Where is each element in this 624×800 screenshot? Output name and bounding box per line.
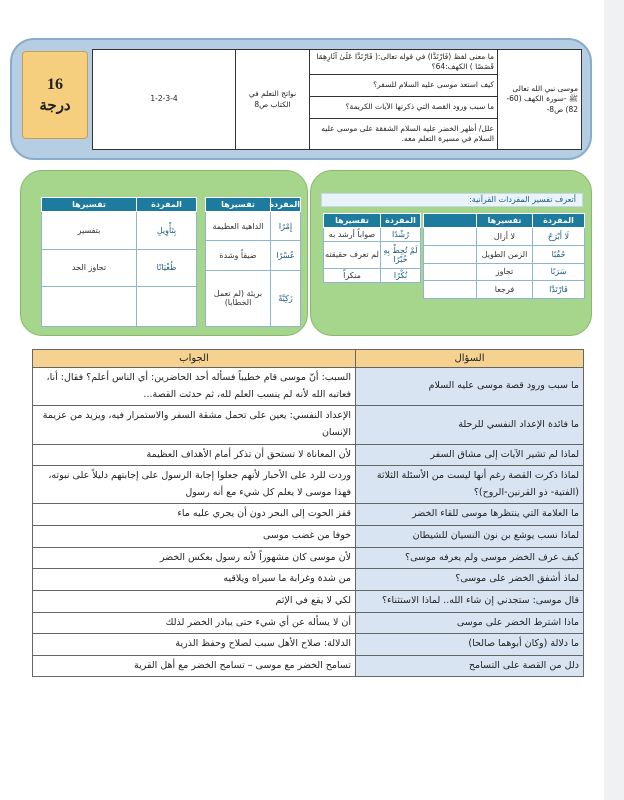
table-row xyxy=(33,466,584,504)
vocab-meaning: لا أزال xyxy=(477,228,533,246)
vocab-panel-right xyxy=(310,170,592,336)
table-row xyxy=(33,634,584,656)
vocab-word: بِتَأْوِيلِ xyxy=(137,212,197,250)
answer-cell: تسامح الخضر مع موسى – تسامح الخضر مع أهل القرية xyxy=(33,655,356,677)
vocab-empty-cell xyxy=(424,228,477,246)
answer-cell: خوفا من غضب موسى xyxy=(33,526,356,548)
review-question-4: علل/ أظهر الخضر عليه السلام الشفقة على موسى عليه السلام في مسيرة التعلم معه. xyxy=(310,119,498,150)
grade-number: 16 xyxy=(47,75,63,93)
col-header-word: المفردة xyxy=(271,198,301,212)
outcomes-label: نواتج التعلم في الكتاب ص8 xyxy=(236,50,310,150)
vocab-empty-cell xyxy=(42,287,137,327)
lesson-banner xyxy=(10,38,592,160)
question-cell: ماذا اشترط الخضر على موسى xyxy=(356,612,584,634)
vocab-meaning: الداهية العظيمة xyxy=(206,212,271,241)
vocab-meaning: ضيقاً وشدة xyxy=(206,241,271,270)
vocab-word: نُكْرًا xyxy=(381,268,421,282)
lesson-info-table xyxy=(92,49,582,150)
answer-cell: لكي لا يقع في الإثم xyxy=(33,590,356,612)
vocab-meaning: فرجعا xyxy=(477,281,533,299)
table-row xyxy=(33,612,584,634)
question-cell: ما دلالة (وكان أبوهما صالحا) xyxy=(356,634,584,656)
table-row xyxy=(33,569,584,591)
question-cell: ما سبب ورود قصة موسى عليه السلام xyxy=(356,368,584,406)
answer-column-header: الجواب xyxy=(33,350,356,368)
col-header-meaning: تفسيرها xyxy=(206,198,271,212)
vocab-empty-cell xyxy=(424,245,477,263)
answer-cell: الدلالة: صلاح الأهل سبب لصلاح وحفظ الذرية xyxy=(33,634,356,656)
vocab-word: رُشْدًا xyxy=(381,228,421,242)
vocab-empty-cell xyxy=(137,287,197,327)
col-header-meaning: تفسيرها xyxy=(42,198,137,212)
question-cell: كيف عرف الخضر موسى ولم يعرفه موسى؟ xyxy=(356,547,584,569)
answer-cell: أن لا يسأله عن أي شيء حتى يبادر الخضر لذلك xyxy=(33,612,356,634)
table-row xyxy=(33,655,584,677)
lesson-topic: موسى نبي الله تعالى ﷺ -سورة الكهف (60-82) ص8- xyxy=(498,50,582,150)
vocab-table-left-2 xyxy=(41,197,197,327)
question-column-header: السؤال xyxy=(356,350,584,368)
question-answer-table xyxy=(32,349,584,677)
vocab-word: فَارْتَدَّا xyxy=(533,281,585,299)
vocab-word: زَكِيَّةً xyxy=(271,270,301,326)
question-cell: لماذا نسب يوشع بن نون النسيان للشيطان xyxy=(356,526,584,548)
question-cell: ما العلامة التي ينتظرها موسى للقاء الخضر xyxy=(356,504,584,526)
col-header-word: المفردة xyxy=(533,214,585,228)
grade-box xyxy=(22,51,88,139)
vocab-table-right-1 xyxy=(423,213,585,299)
question-cell: ما فائدة الإعداد النفسي للرحلة xyxy=(356,406,584,444)
vocab-meaning: الزمن الطويل xyxy=(477,245,533,263)
vocab-meaning: لم تعرف حقيقته xyxy=(324,242,381,269)
question-cell: لماذا ذكرت القصة رغم أنها ليست من الأسئلة الثلاثة (الفتية- ذو القرنين-الروح)؟ xyxy=(356,466,584,504)
answer-cell: قفز الحوت إلى البحر دون أن يجري عليه ماء xyxy=(33,504,356,526)
table-row xyxy=(33,590,584,612)
answer-cell: لأن موسى كان مشهوراً لأنه رسول بعكس الخضر xyxy=(33,547,356,569)
table-row xyxy=(33,504,584,526)
vocab-meaning: تجاوز xyxy=(477,263,533,281)
review-question-1: ما معنى لفظ (فَارْتَدَّا) في قوله تعالى:( فَارْتَدَّا عَلَىٰ آثَارِهِمَا قَصَصًا ) الكهف:64؟ xyxy=(310,50,498,75)
question-cell: لماذ أشفق الخضر على موسى؟ xyxy=(356,569,584,591)
review-question-3: ما سبب ورود القصة التي ذكرتها الآيات الكريمة؟ xyxy=(310,97,498,119)
answer-cell: الإعداد النفسي: يعين على تحمل مشقة السفر والاستمرار فيه، ويزيد من عزيمة الإنسان xyxy=(33,406,356,444)
col-header-word: المفردة xyxy=(381,214,421,228)
question-cell: لماذا لم تشير الآيات إلى مشاق السفر xyxy=(356,444,584,466)
vocab-word: سَرَبًا xyxy=(533,263,585,281)
answer-cell: من شدة وغرابة ما سيراه ويلاقيه xyxy=(33,569,356,591)
table-row xyxy=(33,444,584,466)
vocab-empty-cell xyxy=(424,263,477,281)
table-row xyxy=(33,368,584,406)
vocab-meaning: تجاوز الحد xyxy=(42,249,137,287)
col-header-meaning: تفسيرها xyxy=(477,214,533,228)
vocab-meaning: بتفسير xyxy=(42,212,137,250)
answer-cell: وردت للرد على الأحبار لأنهم جعلوا إجابة الرسول على إجابتهم دليلاً على نبوته، فهذا موسى لا يعلم كل شيء مع أنه رسول xyxy=(33,466,356,504)
vocab-table-right-2 xyxy=(323,213,421,283)
vocab-panel-title: أتعرف تفسير المفردات القرآنية: xyxy=(321,193,583,207)
vocab-meaning: بريئة (لم تعمل الخطايا) xyxy=(206,270,271,326)
question-cell: قال موسى: ستجدني إن شاء الله.. لماذا الاستثناء؟ xyxy=(356,590,584,612)
vocab-word: لَمْ تُحِطْ بِهِ خُبْرًا xyxy=(381,242,421,269)
outcome-codes: 1-2-3-4 xyxy=(93,50,236,150)
table-row xyxy=(33,526,584,548)
vocab-word: طُغْيَانًا xyxy=(137,249,197,287)
col-header-word: المفردة xyxy=(137,198,197,212)
vocab-meaning: صواباً أرشد به xyxy=(324,228,381,242)
vocab-panel-left xyxy=(20,170,308,336)
answer-cell: السبب: أنّ موسى قام خطيباً فسأله أحد الحاضرين: أي الناس أعلم؟ فقال: أنا، فعاتبه الله لأنه لم ينسب العلم لله، ثم حدثت القصة... xyxy=(33,368,356,406)
vocab-word: لَا أَبْرَحُ xyxy=(533,228,585,246)
table-row xyxy=(33,406,584,444)
page-margin-strip xyxy=(604,0,624,800)
col-header-meaning: تفسيرها xyxy=(324,214,381,228)
col-header-extra xyxy=(424,214,477,228)
vocab-word: إِمْرًا xyxy=(271,212,301,241)
vocab-table-left-1 xyxy=(205,197,301,327)
question-cell: دلل من القصة على التسامح xyxy=(356,655,584,677)
review-question-2: كيف استعد موسى عليه السلام للسفر؟ xyxy=(310,75,498,97)
vocab-word: عُسْرًا xyxy=(271,241,301,270)
vocab-meaning: منكراً xyxy=(324,268,381,282)
grade-label: درجة xyxy=(39,97,71,114)
vocab-empty-cell xyxy=(424,281,477,299)
vocab-word: حُقُبًا xyxy=(533,245,585,263)
answer-cell: لأن المعاناة لا تستحق أن تذكر أمام الأهداف العظيمة xyxy=(33,444,356,466)
table-row xyxy=(33,547,584,569)
